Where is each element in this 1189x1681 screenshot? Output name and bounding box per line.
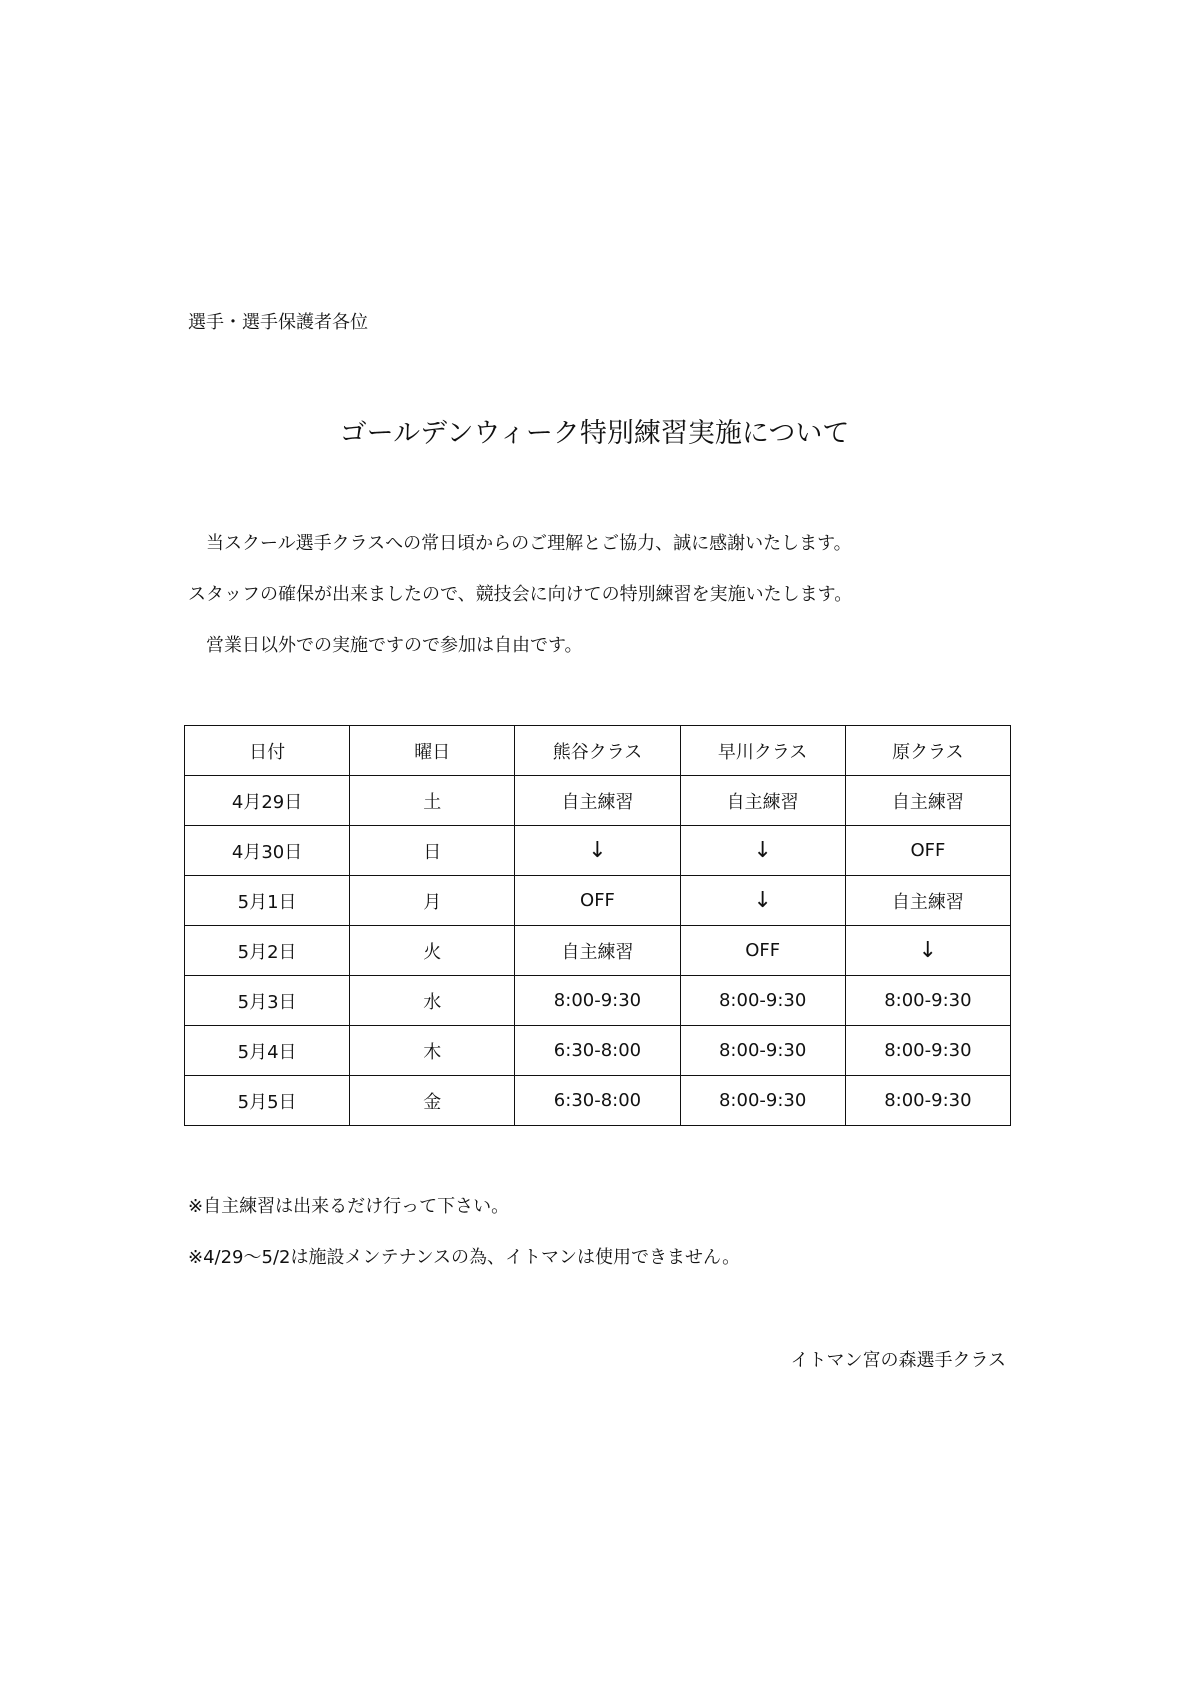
table-row <box>185 1026 1011 1076</box>
table-row <box>185 876 1011 926</box>
cell-hara: OFF <box>845 826 1010 876</box>
cell-date: 5月1日 <box>185 876 350 926</box>
cell-hara: 自主練習 <box>845 876 1010 926</box>
cell-hara: 8:00-9:30 <box>845 1026 1010 1076</box>
header-weekday: 曜日 <box>350 726 515 776</box>
document-title: ゴールデンウィーク特別練習実施について <box>339 418 850 449</box>
schedule-header-row <box>185 726 1011 776</box>
cell-date: 4月29日 <box>185 776 350 826</box>
cell-date: 5月2日 <box>185 926 350 976</box>
cell-hayakawa: 8:00-9:30 <box>680 1076 845 1126</box>
header-hara-class: 原クラス <box>845 726 1010 776</box>
table-row <box>185 976 1011 1026</box>
cell-weekday: 月 <box>350 876 515 926</box>
table-row <box>185 776 1011 826</box>
cell-hara: 8:00-9:30 <box>845 976 1010 1026</box>
cell-hayakawa: ↓ <box>680 826 845 876</box>
cell-weekday: 金 <box>350 1076 515 1126</box>
cell-kumagai: 8:00-9:30 <box>515 976 680 1026</box>
table-row <box>185 1076 1011 1126</box>
cell-hayakawa: 自主練習 <box>680 776 845 826</box>
cell-hayakawa: OFF <box>680 926 845 976</box>
cell-date: 5月5日 <box>185 1076 350 1126</box>
cell-kumagai: 自主練習 <box>515 776 680 826</box>
cell-weekday: 土 <box>350 776 515 826</box>
note-facility-maintenance: ※4/29〜5/2は施設メンテナンスの為、イトマンは使用できません。 <box>188 1247 741 1268</box>
cell-hayakawa: 8:00-9:30 <box>680 976 845 1026</box>
cell-kumagai: 自主練習 <box>515 926 680 976</box>
cell-kumagai: ↓ <box>515 826 680 876</box>
cell-date: 4月30日 <box>185 826 350 876</box>
signature: イトマン宮の森選手クラス <box>790 1350 1006 1371</box>
cell-date: 5月3日 <box>185 976 350 1026</box>
table-row <box>185 826 1011 876</box>
cell-kumagai: 6:30-8:00 <box>515 1076 680 1126</box>
header-kumagai-class: 熊谷クラス <box>515 726 680 776</box>
table-row <box>185 926 1011 976</box>
body-paragraph-3: 営業日以外での実施ですので参加は自由です。 <box>188 635 583 656</box>
schedule-table <box>184 725 1011 1126</box>
note-self-practice: ※自主練習は出来るだけ行って下さい。 <box>188 1196 510 1217</box>
body-paragraph-2: スタッフの確保が出来ましたので、競技会に向けての特別練習を実施いたします。 <box>188 584 853 605</box>
cell-weekday: 木 <box>350 1026 515 1076</box>
cell-weekday: 日 <box>350 826 515 876</box>
header-date: 日付 <box>185 726 350 776</box>
cell-hayakawa: ↓ <box>680 876 845 926</box>
cell-hara: ↓ <box>845 926 1010 976</box>
header-hayakawa-class: 早川クラス <box>680 726 845 776</box>
cell-kumagai: 6:30-8:00 <box>515 1026 680 1076</box>
addressee: 選手・選手保護者各位 <box>188 312 368 333</box>
cell-hara: 8:00-9:30 <box>845 1076 1010 1126</box>
cell-hayakawa: 8:00-9:30 <box>680 1026 845 1076</box>
body-paragraph-1: 当スクール選手クラスへの常日頃からのご理解とご協力、誠に感謝いたします。 <box>188 533 852 554</box>
cell-weekday: 火 <box>350 926 515 976</box>
cell-kumagai: OFF <box>515 876 680 926</box>
cell-date: 5月4日 <box>185 1026 350 1076</box>
cell-weekday: 水 <box>350 976 515 1026</box>
cell-hara: 自主練習 <box>845 776 1010 826</box>
